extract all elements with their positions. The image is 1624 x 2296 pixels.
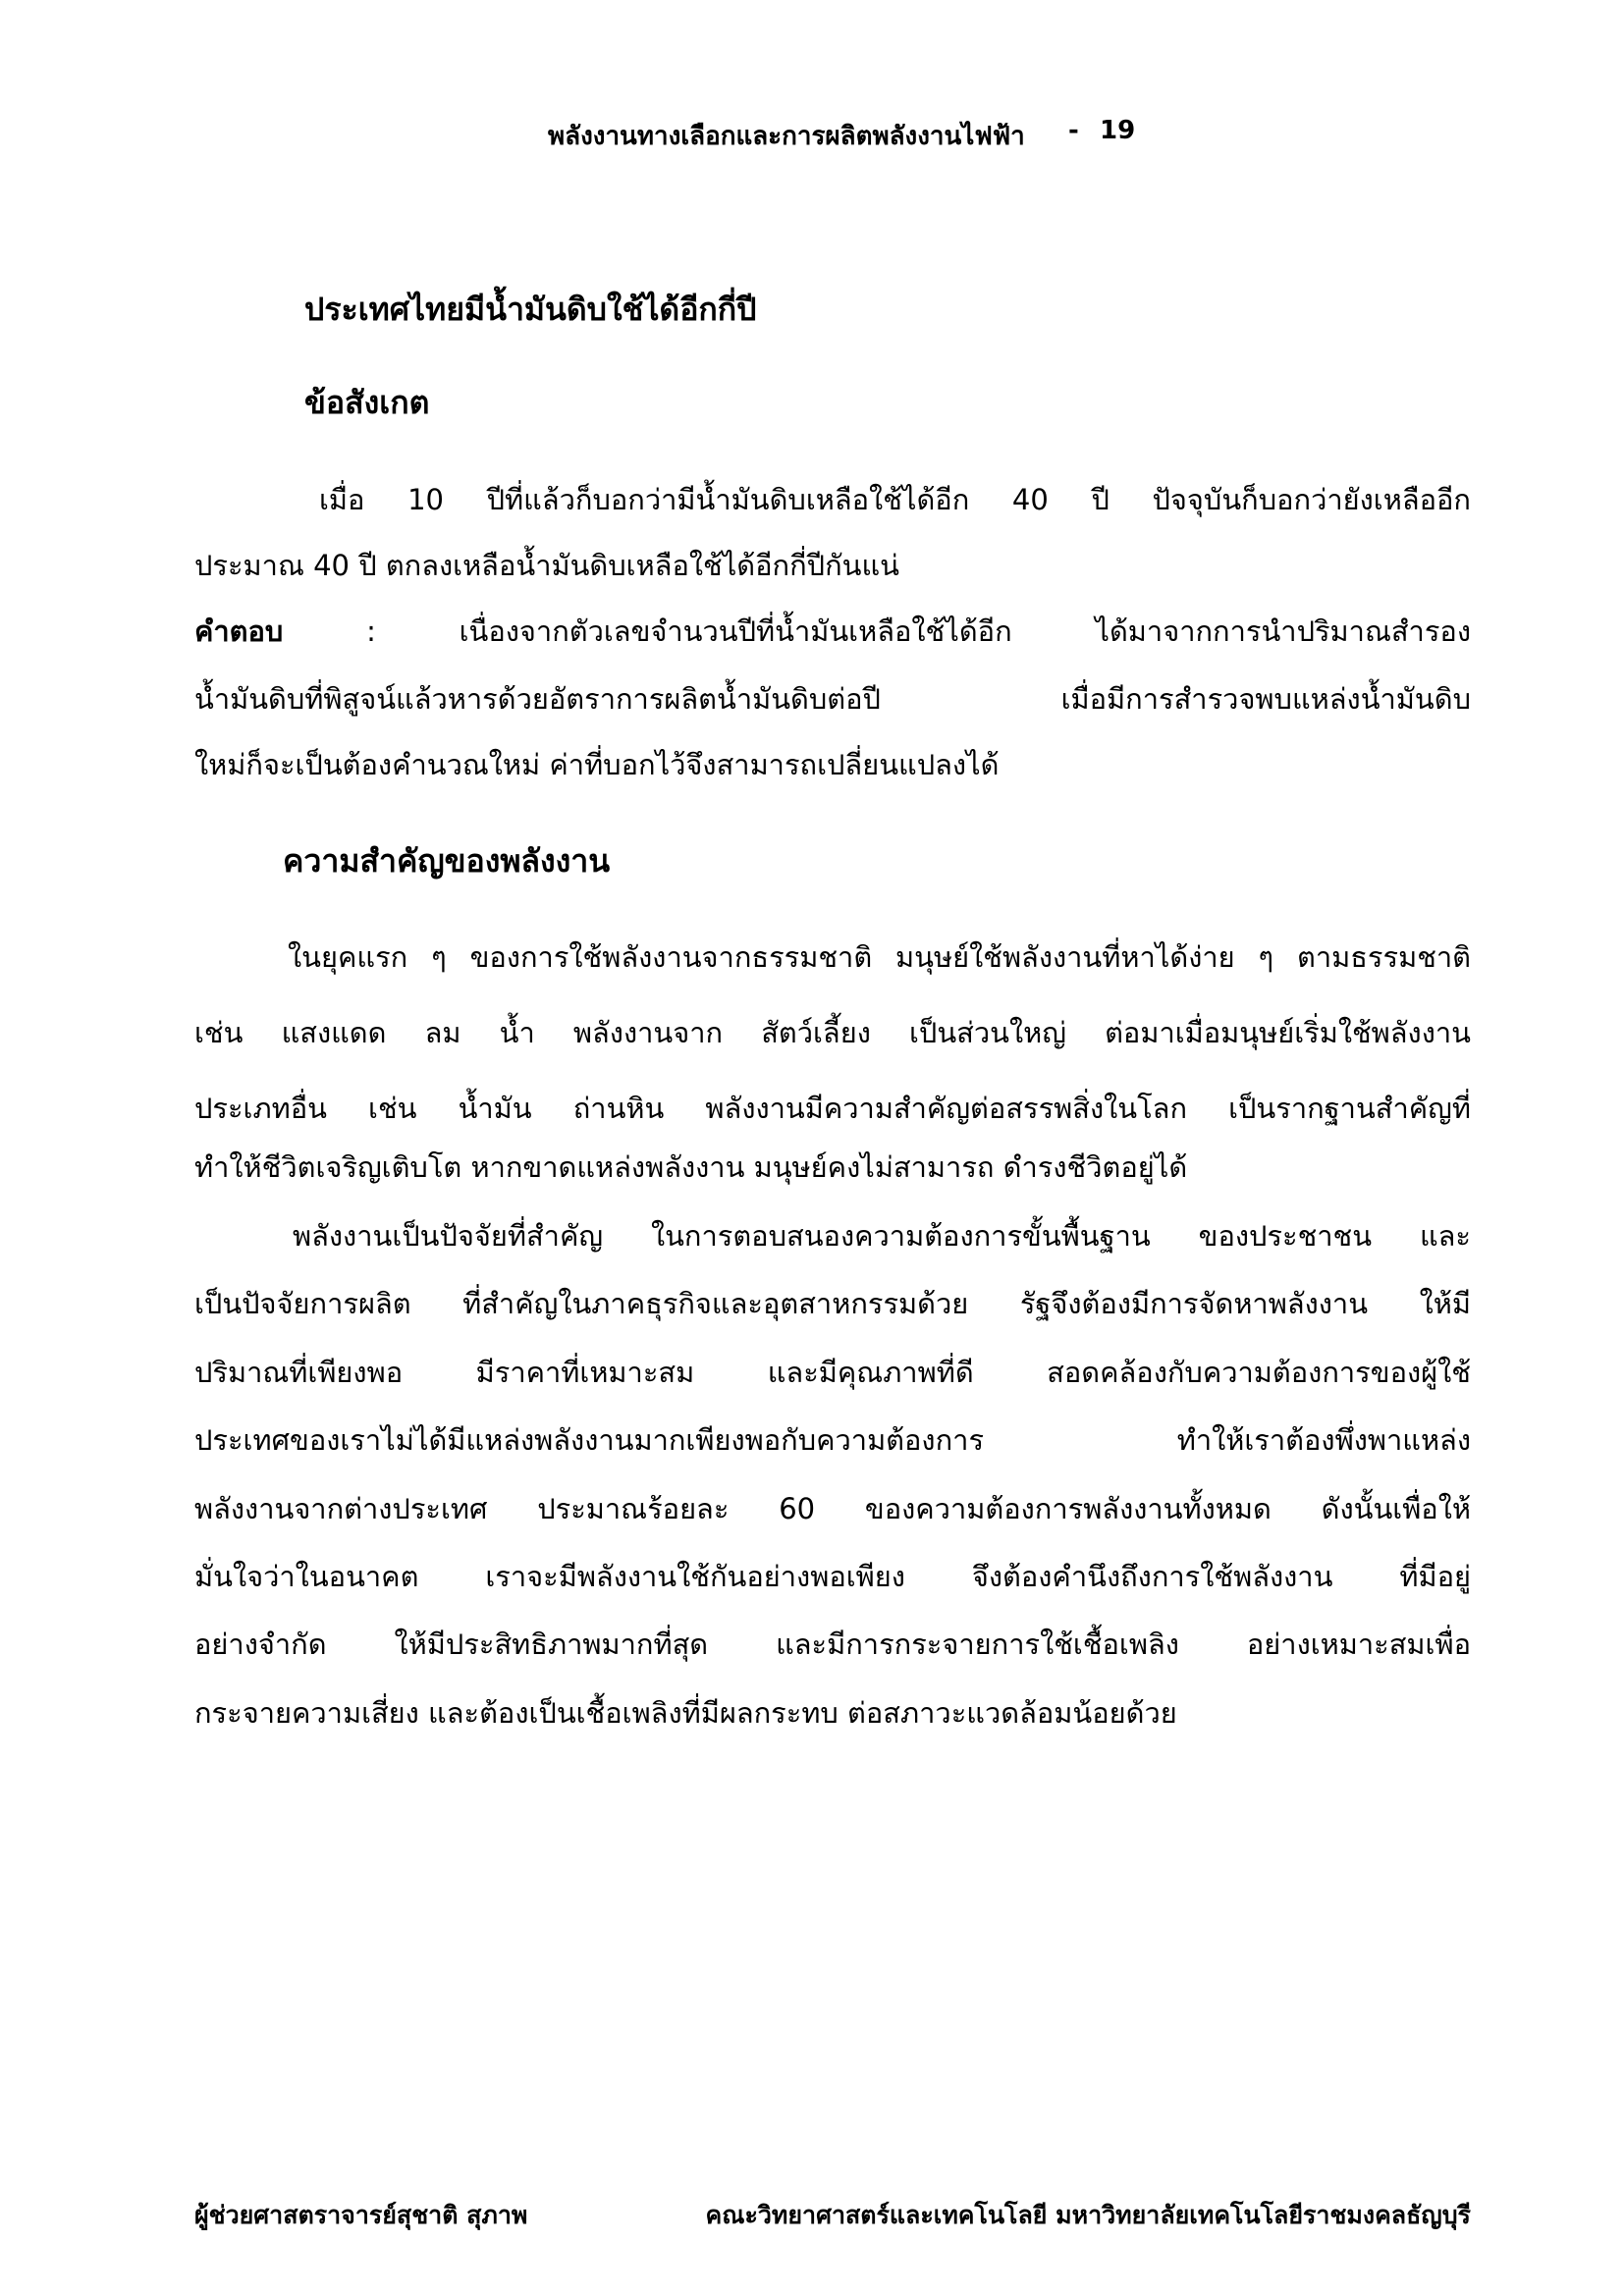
answer-text: : เนื่องจากตัวเลขจำนวนปีที่น้ำมันเหลือใช้ได้อีก ได้มาจากการนำปริมาณสำรอง <box>283 614 1471 648</box>
paragraph2-line: พลังงานเป็นปัจจัยที่สำคัญ ในการตอบสนองความต้องการขั้นพื้นฐาน ของประชาชน และ <box>293 1219 1471 1253</box>
paragraph1-line: ประเภทอื่น เช่น น้ำมัน ถ่านหิน พลังงานมีความสำคัญต่อสรรพสิ่งในโลก เป็นรากฐานสำคัญที่ <box>194 1092 1471 1125</box>
paragraph1-line: ในยุคแรก ๆ ของการใช้พลังงานจากธรรมชาติ มนุษย์ใช้พลังงานที่หาได้ง่าย ๆ ตามธรรมชาติ <box>288 940 1471 974</box>
paragraph1-line: เช่น แสงแดด ลม น้ำ พลังงานจาก สัตว์เลี้ยง เป็นส่วนใหญ่ ต่อมาเมื่อมนุษย์เริ่มใช้พลังงาน <box>194 1016 1471 1049</box>
observation-heading: ข้อสังเกต <box>304 384 430 421</box>
paragraph2-line: ปริมาณที่เพียงพอ มีราคาที่เหมาะสม และมีคุณภาพที่ดี สอดคล้องกับความต้องการของผู้ใช้ <box>194 1356 1471 1389</box>
answer-line: ใหม่ก็จะเป็นต้องคำนวณใหม่ ค่าที่บอกไว้จึงสามารถเปลี่ยนแปลงได้ <box>194 748 1000 781</box>
answer-line <box>194 609 1471 654</box>
answer-line: น้ำมันดิบที่พิสูจน์แล้วหารด้วยอัตราการผลิตน้ำมันดิบต่อปี เมื่อมีการสำรวจพบแหล่งน้ำมันดิบ <box>194 682 1471 716</box>
paragraph1-line: ทำให้ชีวิตเจริญเติบโต หากขาดแหล่งพลังงาน มนุษย์คงไม่สามารถ ดำรงชีวิตอยู่ได้ <box>194 1150 1188 1184</box>
observation-line: เมื่อ 10 ปีที่แล้วก็บอกว่ามีน้ำมันดิบเหลือใช้ได้อีก 40 ปี ปัจจุบันก็บอกว่ายังเหลืออีก <box>319 483 1471 516</box>
running-header-title: พลังงานทางเลือกและการผลิตพลังงานไฟฟ้า <box>548 122 1025 151</box>
paragraph2-line: อย่างจำกัด ให้มีประสิทธิภาพมากที่สุด และมีการกระจายการใช้เชื้อเพลิง อย่างเหมาะสมเพื่อ <box>194 1628 1471 1661</box>
footer-author: ผู้ช่วยศาสตราจารย์สุชาติ สุภาพ <box>194 2201 528 2229</box>
paragraph2-line: ประเทศของเราไม่ได้มีแหล่งพลังงานมากเพียงพอกับความต้องการ ทำให้เราต้องพึ่งพาแหล่ง <box>194 1423 1471 1457</box>
footer-institution: คณะวิทยาศาสตร์และเทคโนโลยี มหาวิทยาลัยเทคโนโลยีราชมงคลธัญบุรี <box>705 2201 1471 2229</box>
paragraph2-line: พลังงานจากต่างประเทศ ประมาณร้อยละ 60 ของความต้องการพลังงานทั้งหมด ดังนั้นเพื่อให้ <box>194 1492 1471 1525</box>
main-heading: ประเทศไทยมีน้ำมันดิบใช้ได้อีกกี่ปี <box>304 291 757 328</box>
paragraph2-line: กระจายความเสี่ยง และต้องเป็นเชื้อเพลิงที่มีผลกระทบ ต่อสภาวะแวดล้อมน้อยด้วย <box>194 1696 1177 1730</box>
paragraph2-line: เป็นปัจจัยการผลิต ที่สำคัญในภาคธุรกิจและอุตสาหกรรมด้วย รัฐจึงต้องมีการจัดหาพลังงาน ให้มี <box>194 1287 1471 1320</box>
answer-label: คำตอบ <box>194 614 284 648</box>
importance-heading: ความสำคัญของพลังงาน <box>283 842 611 880</box>
running-header-separator: - <box>1068 116 1079 145</box>
observation-line: ประมาณ 40 ปี ตกลงเหลือน้ำมันดิบเหลือใช้ได้อีกกี่ปีกันแน่ <box>194 549 899 582</box>
paragraph2-line: มั่นใจว่าในอนาคต เราจะมีพลังงานใช้กันอย่างพอเพียง จึงต้องคำนึงถึงการใช้พลังงาน ที่มีอยู่ <box>194 1560 1471 1593</box>
page-number: 19 <box>1100 116 1136 145</box>
